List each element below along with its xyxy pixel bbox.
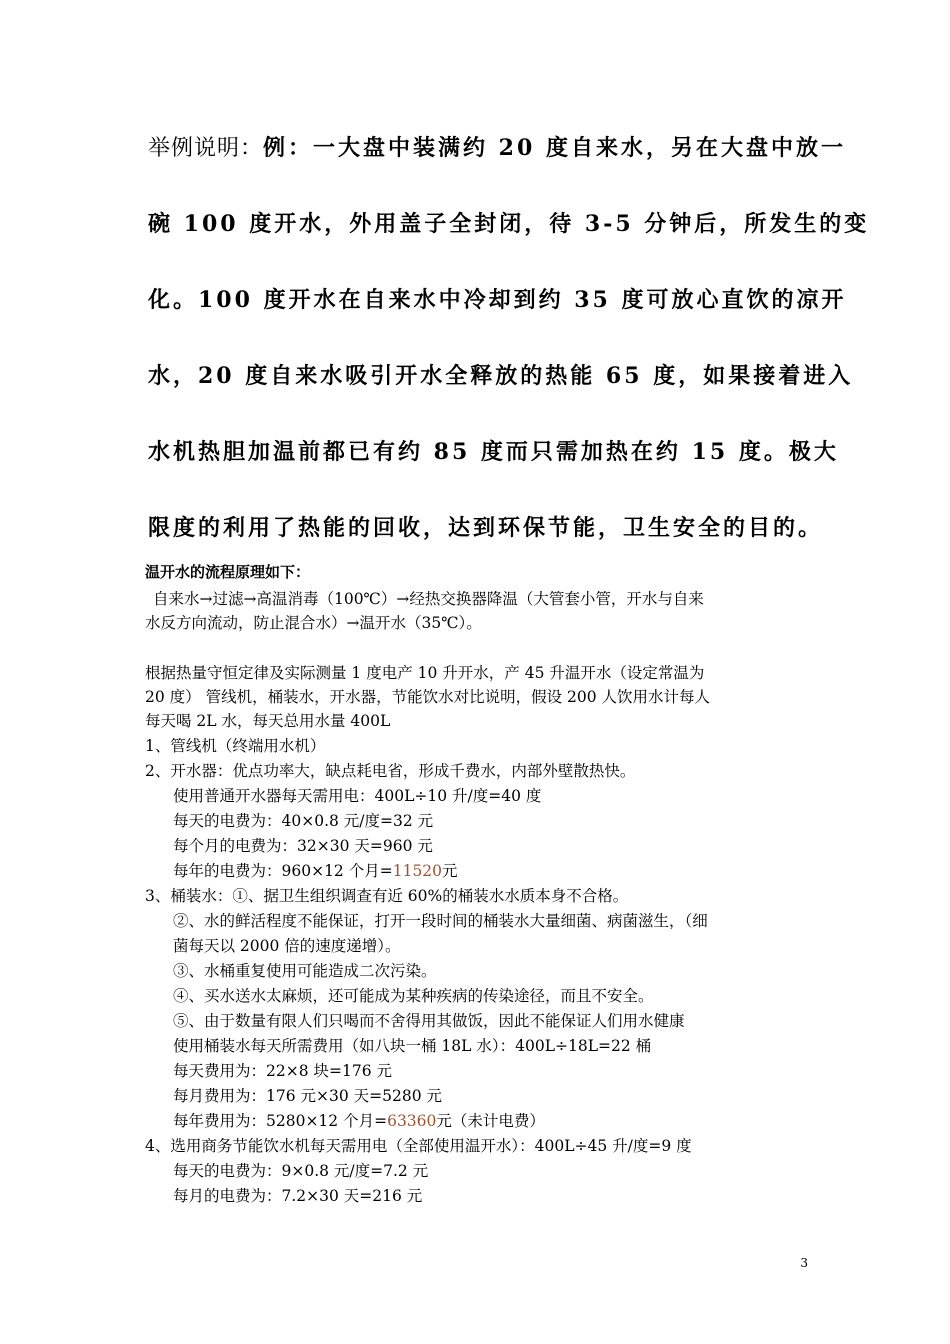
item-4-daily: 每天的电费为：9×0.8 元/度=7.2 元 <box>173 1162 429 1180</box>
basis-line-1: 根据热量守恒定律及实际测量 1 度电产 10 升开水，产 45 升温开水（设定常温为 <box>145 664 705 682</box>
intro-line-1 <box>148 128 846 168</box>
yearly-fee-suffix: 元（未计电费） <box>436 1112 545 1130</box>
yearly-fee-value: 63360 <box>387 1112 437 1130</box>
intro-lead: 举例说明： <box>148 136 264 161</box>
item-3-point-3: ③、水桶重复使用可能造成二次污染。 <box>173 962 437 980</box>
item-3: 3、桶装水：①、据卫生组织调查有近 60%的桶装水水质本身不合格。 <box>145 887 629 905</box>
yearly-fee-prefix: 每年费用为：5280×12 个月= <box>173 1112 388 1130</box>
item-3-point-2b: 菌每天以 2000 倍的速度递增）。 <box>173 937 401 955</box>
item-2-daily-cost: 每天的电费为：40×0.8 元/度=32 元 <box>173 812 434 830</box>
basis-line-3: 每天喝 2L 水，每天总用水量 400L <box>145 712 391 730</box>
item-3-point-5: ⑤、由于数量有限人们只喝而不舍得用其做饭，因此不能保证人们用水健康 <box>173 1012 685 1030</box>
item-3-point-4: ④、买水送水太麻烦，还可能成为某种疾病的传染途径，而且不安全。 <box>173 987 654 1005</box>
yearly-cost-value: 11520 <box>392 862 443 880</box>
flow-line-1: 自来水→过滤→高温消毒（100℃）→经热交换器降温（大管套小管，开水与自来 <box>153 590 704 608</box>
item-3-cost: 使用桶装水每天所需费用（如八块一桶 18L 水）：400L÷18L=22 桶 <box>173 1037 652 1055</box>
page-number: 3 <box>800 1256 808 1270</box>
item-2-yearly-cost <box>173 859 458 883</box>
item-2-daily-power: 使用普通开水器每天需用电：400L÷10 升/度=40 度 <box>173 787 542 805</box>
item-3-monthly: 每月费用为：176 元×30 天=5280 元 <box>173 1087 443 1105</box>
intro-line-5: 水机热胆加温前都已有约 85 度而只需加热在约 15 度。极大 <box>148 439 839 465</box>
item-3-yearly <box>173 1109 545 1133</box>
intro-line-text: 例：一大盘中装满约 20 度自来水，另在大盘中放一 <box>263 135 846 161</box>
item-4: 4、选用商务节能饮水机每天需用电（全部使用温开水）：400L÷45 升/度=9 度 <box>145 1137 692 1155</box>
intro-line-4: 水，20 度自来水吸引开水全释放的热能 65 度，如果接着进入 <box>148 363 854 389</box>
item-4-monthly: 每月的电费为：7.2×30 天=216 元 <box>173 1187 423 1205</box>
intro-line-6: 限度的利用了热能的回收，达到环保节能，卫生安全的目的。 <box>148 515 824 541</box>
item-3-point-2a: ②、水的鲜活程度不能保证，打开一段时间的桶装水大量细菌、病菌滋生，（细 <box>173 912 708 930</box>
flow-heading: 温开水的流程原理如下： <box>145 563 311 581</box>
item-2: 2、开水器：优点功率大，缺点耗电省，形成千费水，内部外壁散热快。 <box>145 762 636 780</box>
yearly-cost-prefix: 每年的电费为：960×12 个月= <box>173 862 393 880</box>
flow-line-2: 水反方向流动，防止混合水）→温开水（35℃）。 <box>145 614 482 632</box>
intro-line-3: 化。100 度开水在自来水中冷却到约 35 度可放心直饮的凉开 <box>148 287 847 313</box>
item-3-daily: 每天费用为：22×8 块=176 元 <box>173 1062 392 1080</box>
intro-line-2: 碗 100 度开水，外用盖子全封闭，待 3-5 分钟后，所发生的变 <box>148 211 870 237</box>
item-1: 1、管线机（终端用水机） <box>145 737 326 755</box>
item-2-monthly-cost: 每个月的电费为：32×30 天=960 元 <box>173 837 433 855</box>
yearly-cost-suffix: 元 <box>442 862 458 880</box>
basis-line-2: 20 度） 管线机，桶装水，开水器，节能饮水对比说明，假设 200 人饮用水计每人 <box>145 688 711 706</box>
